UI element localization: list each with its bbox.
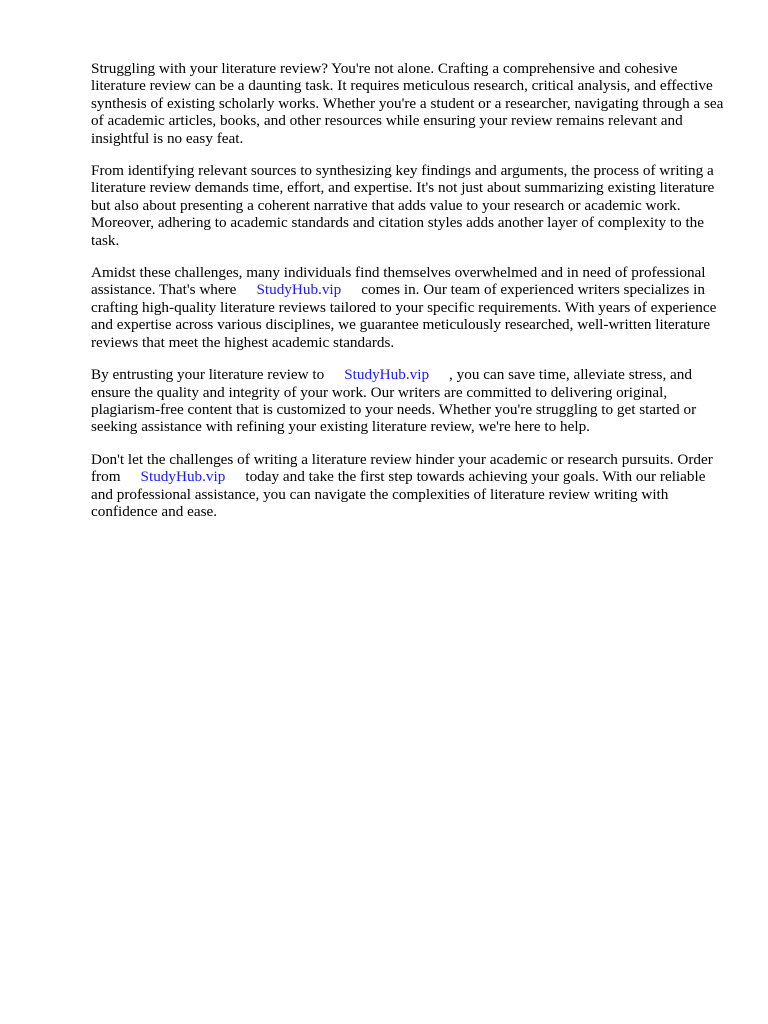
paragraph-assistance-text-before: Amidst these challenges, many individuals find themselves overwhelmed and in need of professional assistance. That's where (91, 264, 706, 299)
paragraph-order-text-before: Don't let the challenges of writing a literature review hinder your academic or research pursuits. Order from (91, 450, 713, 486)
studyhub-link[interactable]: StudyHub.vip (256, 281, 342, 299)
paragraph-assistance (91, 264, 731, 351)
studyhub-link[interactable]: StudyHub.vip (344, 366, 430, 384)
paragraph-intro: Struggling with your literature review? You're not alone. Crafting a comprehensive and cohesive literature review can be a daunting task. It requires meticulous research, critical analysis, and effective synthesis of existing scholarly works. Whether you're a student or a researcher, navigating through a sea of academic articles, books, and other resources while ensuring your review remains relevant and insightful is no easy feat. (91, 60, 724, 147)
paragraph-order (91, 451, 731, 521)
paragraph-entrusting-text-after: , you can save time, alleviate stress, and ensure the quality and integrity of your work. Our writers are committed to delivering original, plagiarism-free content that is customized to your needs. Whether you're struggling to get started or seeking assistance with refining your existing literature review, we're here to help. (91, 366, 697, 436)
paragraph-order-text-after: today and take the first step towards achieving your goals. With our reliable and professional assistance, you can navigate the complexities of literature review writing with confidence and ease. (91, 468, 706, 520)
paragraph-assistance-text-after: comes in. Our team of experienced writers specializes in crafting high-quality literature reviews tailored to your specific requirements. With years of experience and expertise across various disciplines, we guarantee meticulously researched, well-written literature reviews that meet the highest academic standards. (91, 281, 717, 351)
paragraph-entrusting (91, 366, 731, 436)
studyhub-link[interactable]: StudyHub.vip (140, 468, 226, 486)
paragraph-process: From identifying relevant sources to synthesizing key findings and arguments, the process of writing a literature review demands time, effort, and expertise. It's not just about summarizing existing literature but also about presenting a coherent narrative that adds value to your research or academic work. Moreover, adhering to academic standards and citation styles adds another layer of complexity to the task. (91, 162, 715, 249)
paragraph-entrusting-text-before: By entrusting your literature review to (91, 366, 325, 384)
